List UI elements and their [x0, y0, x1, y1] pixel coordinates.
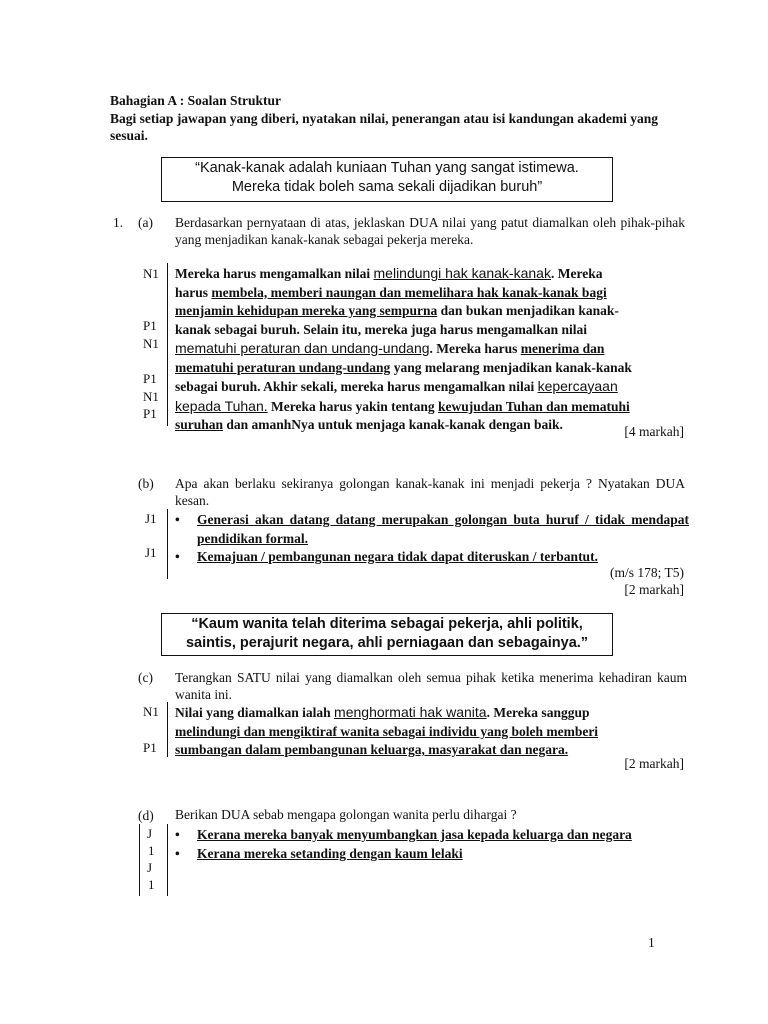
answer-line: sebagai buruh. Akhir sekali, mereka harus mengamalkan nilai kepercayaan: [175, 378, 618, 394]
bullet-item: • Kerana mereka banyak menyumbangkan jasa kepada keluarga dan negara: [175, 826, 689, 845]
answer-line: sumbangan dalam pembangunan keluarga, masyarakat dan negara.: [175, 742, 569, 757]
answer-bar: [167, 702, 168, 757]
answer-line: Mereka harus mengamalkan nilai melindungi hak kanak-kanak. Mereka: [175, 265, 603, 281]
answer-1d: [175, 826, 689, 863]
answer-line: menjamin kehidupan mereka yang sempurna dan bukan menjadikan kanak-: [175, 303, 619, 318]
margin-code: P1: [143, 740, 157, 755]
part-d-question: Berikan DUA sebab mengapa golongan wanita perlu dihargai ?: [175, 807, 517, 822]
margin-bar: [139, 824, 140, 896]
part-a-label: (a): [138, 215, 153, 230]
margin-code: N1: [143, 266, 159, 281]
answer-line: suruhan dan amanhNya untuk menjaga kanak-kanak dengan baik.: [175, 417, 563, 432]
answer-line: kepada Tuhan. Mereka harus yakin tentang kewujudan Tuhan dan mematuhi: [175, 397, 630, 414]
section-title: Bahagian A : Soalan Struktur: [110, 93, 282, 108]
page-number: 1: [648, 935, 655, 950]
answer-line: melindungi dan mengiktiraf wanita sebagai individu yang boleh memberi: [175, 723, 599, 739]
part-c-label: (c): [138, 670, 153, 685]
answer-line: mematuhi peraturan undang-undang yang melarang menjadikan kanak-kanak: [175, 359, 632, 375]
margin-code: J: [147, 826, 153, 841]
answer-bar: [167, 824, 168, 896]
bullet-icon: •: [175, 512, 180, 527]
answer-1c: [175, 703, 689, 760]
bullet-item: • Generasi akan datang datang merupakan golongan buta huruf / tidak mendapat pendidikan formal.: [175, 511, 689, 548]
instruction-text: Bagi setiap jawapan yang diberi, nyatakan nilai, penerangan atau isi kandungan akademi yang sesuai.: [110, 111, 658, 143]
bullet-item: • Kerana mereka setanding dengan kaum lelaki: [175, 845, 689, 864]
marks-label: [4 markah]: [624, 424, 684, 439]
margin-code: 1: [148, 843, 155, 858]
quote-line-2: Mereka tidak boleh sama sekali dijadikan buruh”: [231, 179, 543, 195]
margin-code: N1: [143, 336, 159, 351]
bullet-icon: •: [175, 549, 180, 564]
quote-line-2: saintis, perajurit negara, ahli perniagaan dan sebagainya.”: [185, 635, 589, 651]
part-a-question: Berdasarkan pernyataan di atas, jeklaskan DUA nilai yang patut diamalkan oleh pihak-pihak yang menjadikan kanak-kanak sebagai pekerja mereka.: [175, 215, 685, 247]
margin-code: N1: [143, 389, 159, 404]
margin-code: J1: [145, 511, 157, 526]
marks-label: [2 markah]: [624, 756, 684, 771]
part-b-question: Apa akan berlaku sekiranya golongan kanak-kanak ini menjadi pekerja ? Nyatakan DUA kesan.: [175, 476, 685, 508]
margin-code: P1: [143, 371, 157, 386]
margin-code: 1: [148, 877, 155, 892]
answer-line: Nilai yang diamalkan ialah menghormati hak wanita. Mereka sanggup: [175, 704, 590, 720]
quote-line-1: “Kaum wanita telah diterima sebagai pekerja, ahli politik,: [191, 616, 583, 632]
margin-code: J: [147, 860, 153, 875]
question-number: 1.: [113, 215, 124, 230]
margin-code: N1: [143, 704, 159, 719]
answer-bar: [167, 509, 168, 579]
bullet-icon: •: [175, 845, 180, 861]
quote-box-children: [161, 157, 613, 202]
answer-line: mematuhi peraturan dan undang-undang. Mereka harus menerima dan: [175, 340, 605, 356]
part-b-label: (b): [138, 476, 154, 491]
part-c-question: Terangkan SATU nilai yang diamalkan oleh semua pihak ketika menerima kehadiran kaum wanita ini.: [175, 670, 687, 702]
margin-code: J1: [145, 545, 157, 560]
marks-label: [2 markah]: [624, 582, 684, 597]
answer-line: harus membela, memberi naungan dan memelihara hak kanak-kanak bagi: [175, 284, 607, 300]
quote-box-women: [161, 613, 613, 656]
bullet-item: • Kemajuan / pembangunan negara tidak dapat diteruskan / terbantut.: [175, 548, 689, 567]
quote-line-1: “Kanak-kanak adalah kuniaan Tuhan yang sangat istimewa.: [195, 160, 579, 176]
answer-1b: [175, 511, 689, 567]
page-reference: (m/s 178; T5): [610, 565, 684, 580]
margin-code: P1: [143, 406, 157, 421]
bullet-icon: •: [175, 827, 180, 842]
answer-bar: [167, 263, 168, 426]
part-d-label: (d): [138, 808, 154, 823]
margin-code: P1: [143, 318, 157, 333]
answer-line: kanak sebagai buruh. Selain itu, mereka juga harus mengamalkan nilai: [175, 321, 587, 337]
answer-1a: [175, 264, 687, 435]
